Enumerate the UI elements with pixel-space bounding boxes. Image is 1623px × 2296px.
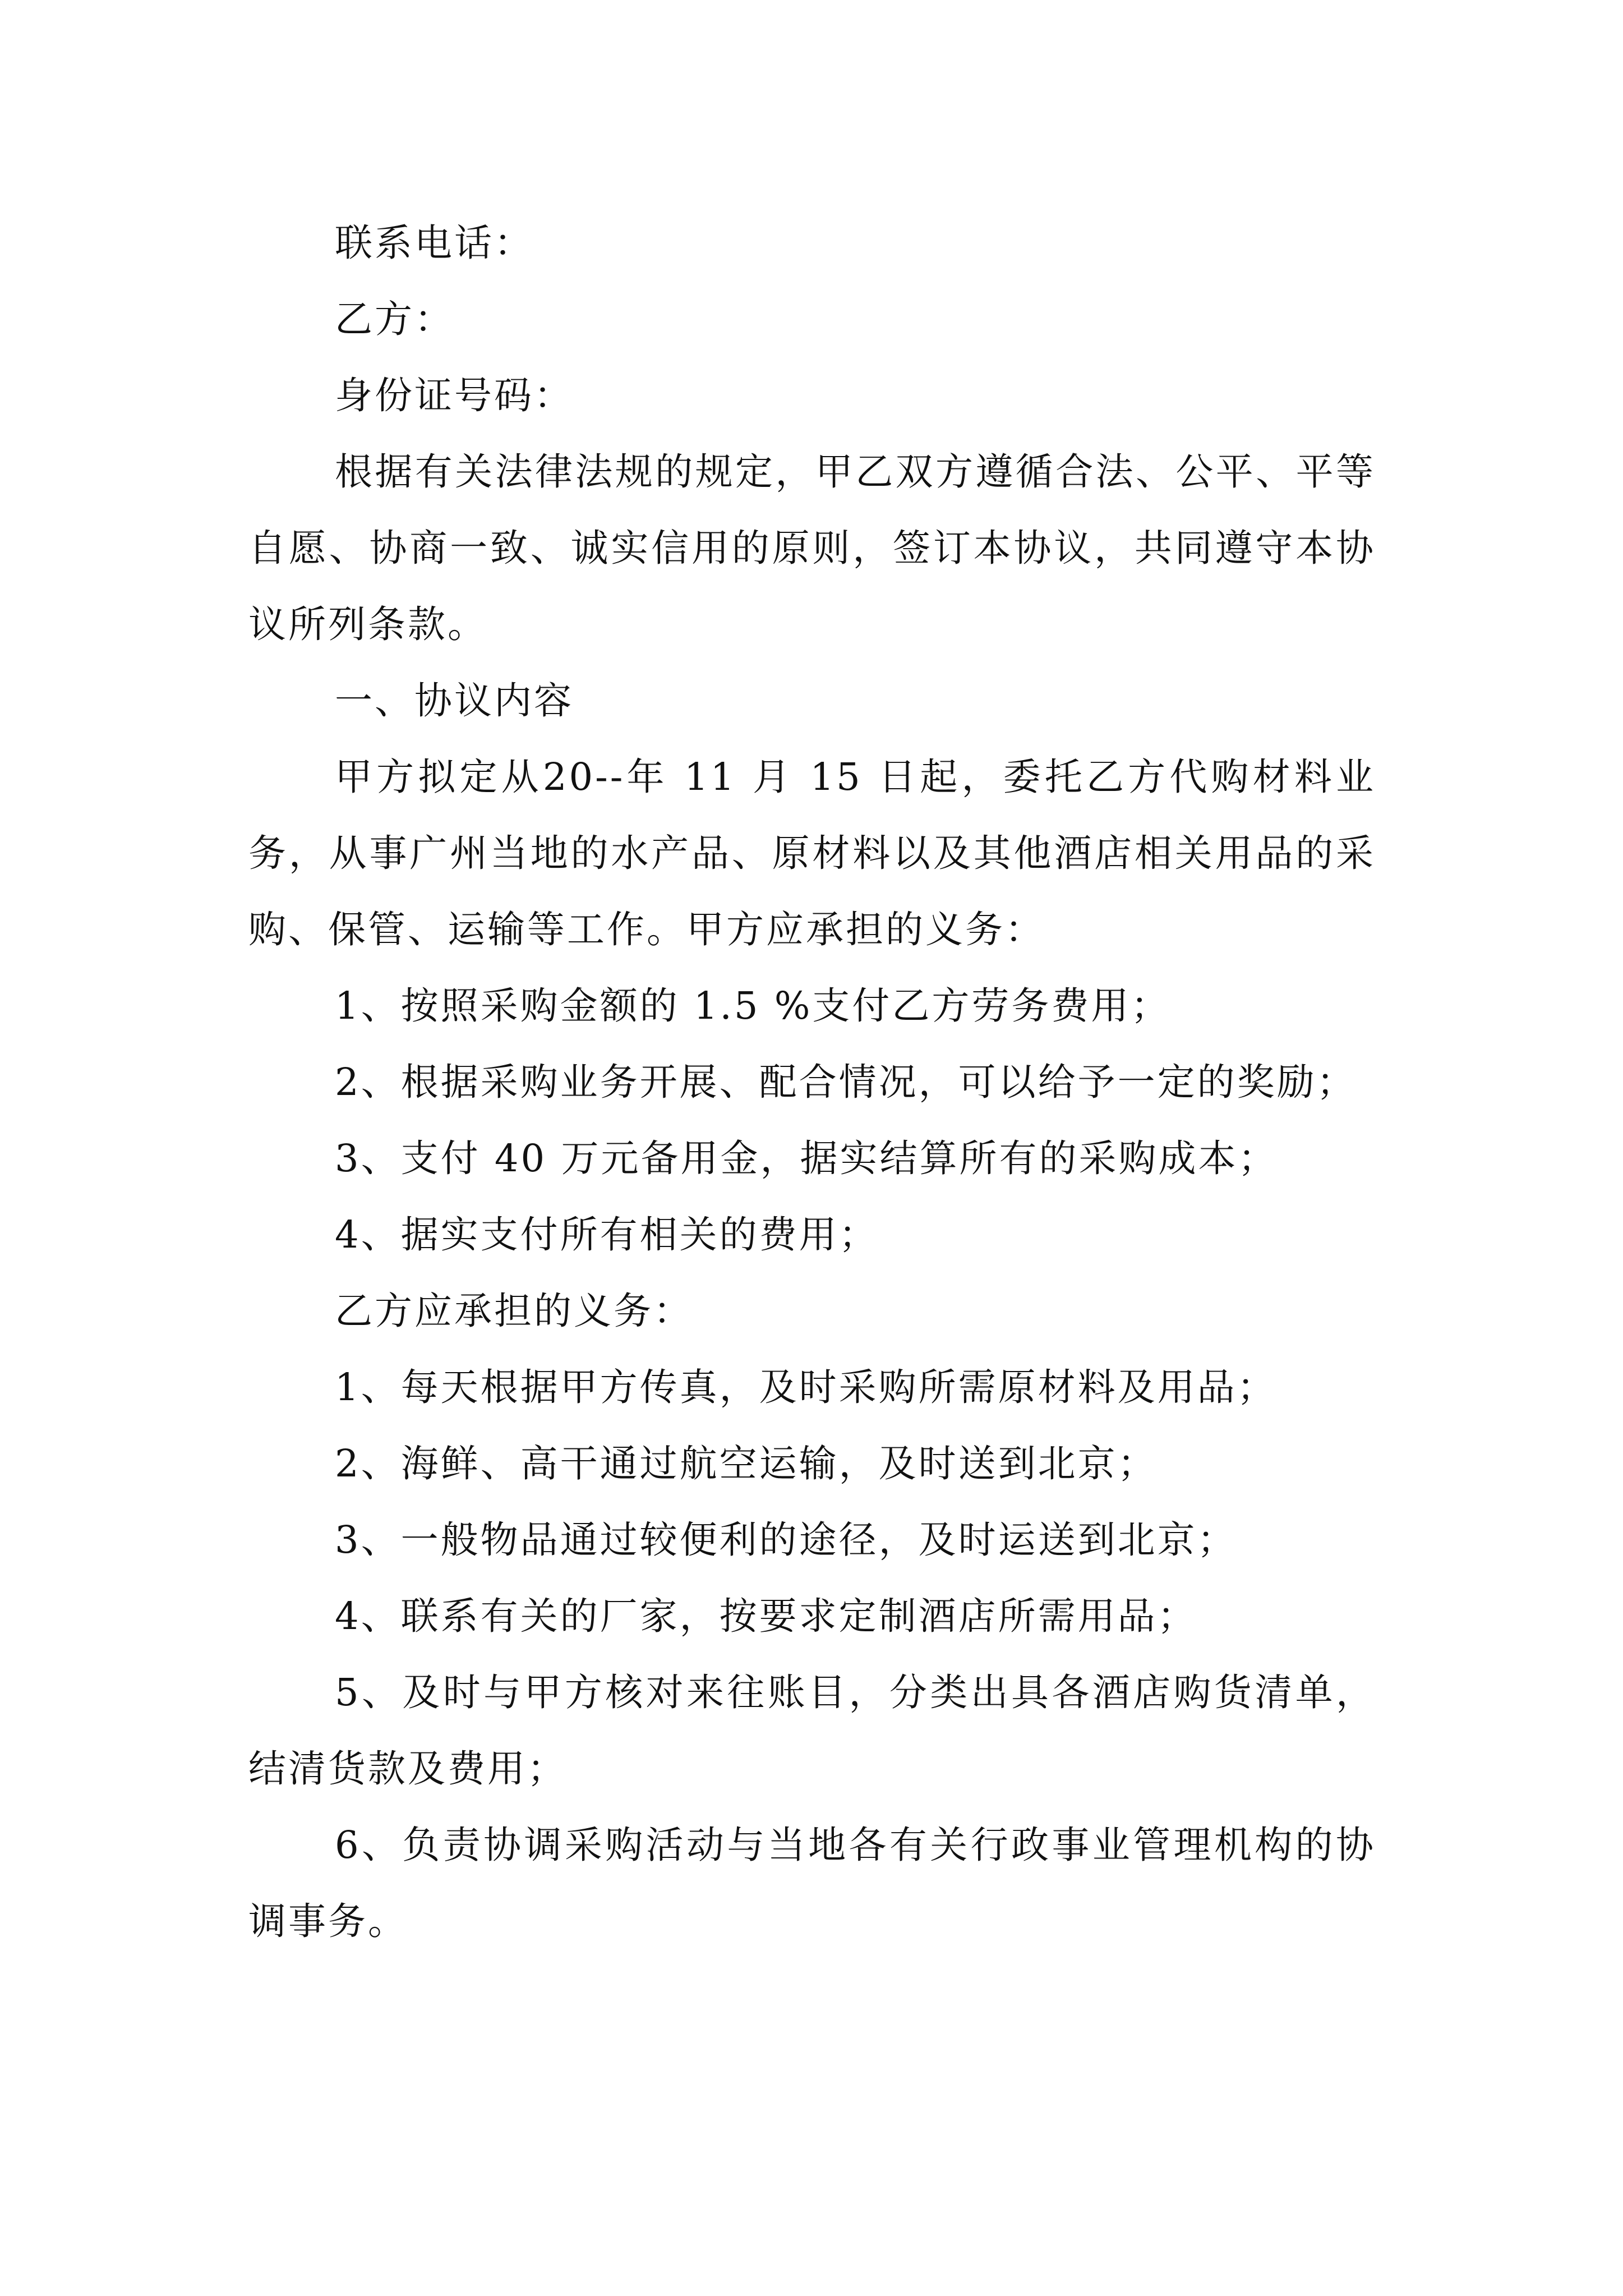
party-b-obligation-1: 1、每天根据甲方传真，及时采购所需原材料及用品； [335, 1365, 1277, 1409]
section-heading-agreement-content: 一、协议内容 [335, 679, 574, 723]
paragraph-party-b: 乙方： [335, 297, 454, 341]
party-a-obligation-4: 4、据实支付所有相关的费用； [335, 1213, 879, 1257]
party-a-obligation-1: 1、按照采购金额的 1.5 %支付乙方劳务费用； [335, 984, 1171, 1028]
party-a-obligation-2: 2、根据采购业务开展、配合情况，可以给予一定的奖励； [335, 1060, 1357, 1104]
party-b-obligation-3: 3、一般物品通过较便利的途径，及时运送到北京； [335, 1518, 1237, 1562]
party-b-obligation-6: 6、负责协调采购活动与当地各有关行政事业管理机构的协调事务。 [248, 1823, 1376, 1943]
party-b-obligation-4: 4、联系有关的厂家，按要求定制酒店所需用品； [335, 1594, 1197, 1638]
paragraph-preamble: 根据有关法律法规的规定，甲乙双方遵循合法、公平、平等自愿、协商一致、诚实信用的原则，签订本协议，共同遵守本协议所列条款。 [248, 450, 1376, 646]
paragraph-id-number: 身份证号码： [335, 374, 574, 417]
paragraph-party-a-intro: 甲方拟定从20--年 11 月 15 日起，委托乙方代购材料业务，从事广州当地的水产品、原材料以及其他酒店相关用品的采购、保管、运输等工作。甲方应承担的义务： [248, 755, 1376, 951]
party-a-obligation-3: 3、支付 40 万元备用金，据实结算所有的采购成本； [335, 1137, 1278, 1180]
paragraph-party-b-obligations-heading: 乙方应承担的义务： [335, 1289, 693, 1333]
party-b-obligation-2: 2、海鲜、高干通过航空运输，及时送到北京； [335, 1442, 1158, 1485]
paragraph-contact-phone: 联系电话： [335, 221, 534, 265]
party-b-obligation-5: 5、及时与甲方核对来往账目，分类出具各酒店购货清单，结清货款及费用； [248, 1671, 1376, 1791]
document-body [248, 205, 1376, 1959]
